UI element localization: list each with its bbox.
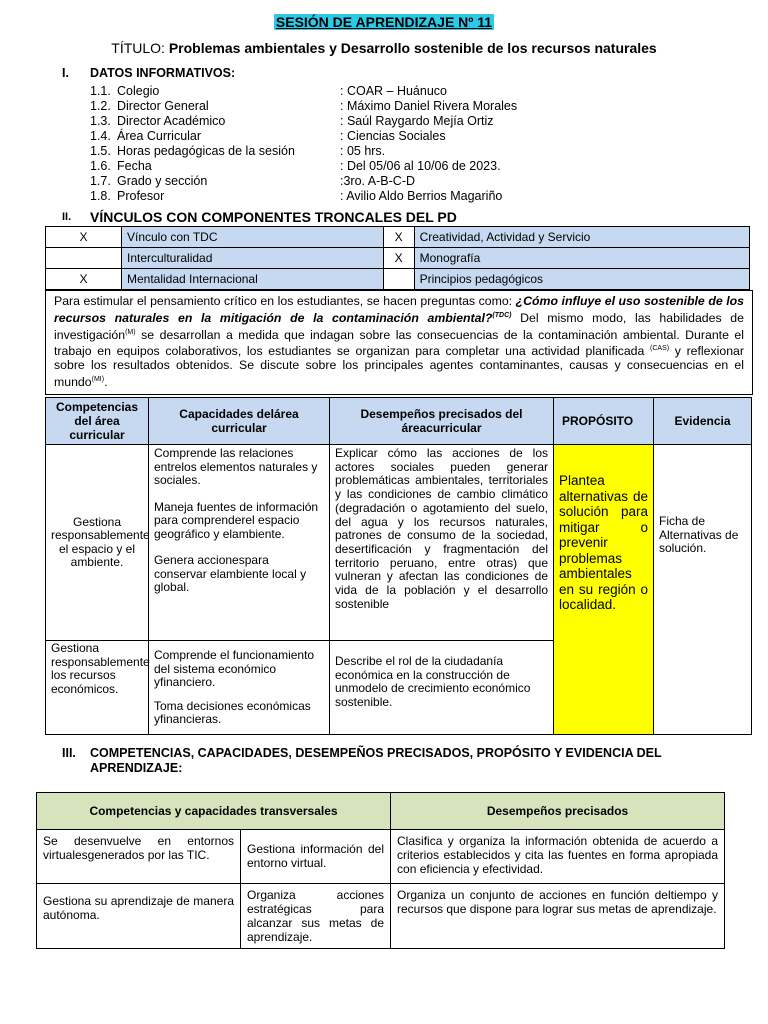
column-header: Capacidades delárea curricular bbox=[149, 398, 330, 445]
component-label: Interculturalidad bbox=[122, 248, 384, 269]
section-heading: COMPETENCIAS, CAPACIDADES, DESEMPEÑOS PRECISADOS, PROPÓSITO Y EVIDENCIA DEL APRENDIZAJE: bbox=[90, 746, 662, 775]
column-header: Competencias del área curricular bbox=[46, 398, 149, 445]
info-row: 1.4. Área Curricular : Ciencias Sociales bbox=[90, 129, 446, 143]
info-row: 1.6. Fecha : Del 05/06 al 10/06 de 2023. bbox=[90, 159, 501, 173]
capacidades-cell: Comprende las relaciones entrelos elementos naturales y sociales. Maneja fuentes de información para comprenderel espacio geográfico y elambiente. Genera accionespara conservar elambiente local y global. bbox=[149, 445, 330, 641]
section-numeral: III. bbox=[62, 746, 76, 760]
table-row bbox=[46, 269, 750, 290]
competencia-cell: Gestiona su aprendizaje de manera autónoma. bbox=[37, 884, 241, 949]
column-header: Evidencia bbox=[654, 398, 752, 445]
desempeno-cell: Organiza un conjunto de acciones en función deltiempo y recursos que dispone para lograr sus metas de aprendizaje. bbox=[391, 884, 725, 949]
document-title: TÍTULO: Problemas ambientales y Desarrollo sostenible de los recursos naturales bbox=[111, 40, 657, 56]
info-row: 1.7. Grado y sección :3ro. A-B-C-D bbox=[90, 174, 416, 188]
capacidades-cell: Comprende el funcionamiento del sistema económico yfinanciero. Toma decisiones económicas yfinancieras. bbox=[149, 641, 330, 735]
info-row: 1.8. Profesor : Avilio Aldo Berrios Magariño bbox=[90, 189, 503, 203]
session-title: SESIÓN DE APRENDIZAJE Nº 11 bbox=[275, 14, 493, 30]
checkbox-mark bbox=[46, 248, 122, 269]
column-header: Competencias y capacidades transversales bbox=[37, 793, 391, 830]
section-heading: DATOS INFORMATIVOS: bbox=[90, 66, 236, 80]
table-row bbox=[37, 830, 725, 884]
checkbox-mark: X bbox=[46, 227, 122, 248]
competencies-table bbox=[45, 397, 752, 735]
checkbox-mark: X bbox=[383, 248, 414, 269]
table-header-row bbox=[37, 793, 725, 830]
info-row: 1.1. Colegio : COAR – Huánuco bbox=[90, 84, 447, 98]
desempeno-cell: Explicar cómo las acciones de los actores sociales pueden generar problemáticas ambientales, territoriales y las condiciones de cambio climático (degradación o agotamiento del suelo, del agua y los recursos naturales, patrones de consumo de la sociedad, desertificación y fragmentación del territorio peruano, entre otras) que vulneran y afectan las condiciones de vida de la población y el desarrollo sostenible bbox=[330, 445, 554, 641]
checkbox-mark bbox=[383, 269, 414, 290]
desempeno-cell: Describe el rol de la ciudadanía económica en la construcción de unmodelo de crecimiento económico sostenible. bbox=[330, 641, 554, 735]
component-label: Mentalidad Internacional bbox=[122, 269, 384, 290]
competencia-cell: Se desenvuelve en entornos virtualesgenerados por las TIC. bbox=[37, 830, 241, 884]
section-numeral: II. bbox=[62, 211, 72, 223]
checkbox-mark: X bbox=[383, 227, 414, 248]
checkbox-mark: X bbox=[46, 269, 122, 290]
transversal-table bbox=[36, 792, 725, 949]
table-row bbox=[46, 445, 752, 641]
column-header: PROPÓSITO bbox=[554, 398, 654, 445]
vinculos-table bbox=[45, 226, 750, 290]
table-header-row bbox=[46, 398, 752, 445]
table-row bbox=[46, 227, 750, 248]
component-label: Vínculo con TDC bbox=[122, 227, 384, 248]
component-label: Principios pedagógicos bbox=[414, 269, 749, 290]
table-row bbox=[46, 248, 750, 269]
component-label: Monografía bbox=[414, 248, 749, 269]
vinculos-paragraph: Para estimular el pensamiento crítico en los estudiantes, se hacen preguntas como: ¿Cómo influye el uso sostenible de los recursos naturales en la mitigación de la contaminación ambiental?$^{(TDC)}$ Del mismo modo, las habilidades de investigación$^{(M)}$ se desarrollan a medida que indagan sobre las consecuencias de la contaminación ambiental. Durante el trabajo en equipos colaborativos, los estudiantes se organizan para completar una actividad planificada $^{(CAS)}$ y reflexionar sobre los resultados obtenidos. Se discute sobre los principales agentes contaminantes, causas y consecuencias en el mundo$^{(MI)}$. bbox=[45, 290, 753, 395]
proposito-cell: Plantea alternativas de solución para mitigar o prevenir problemas ambientales en su región o localidad. bbox=[554, 445, 654, 735]
evidencia-cell: Ficha de Alternativas de solución. bbox=[654, 445, 752, 735]
capacidad-cell: Gestiona información del entorno virtual. bbox=[241, 830, 391, 884]
info-row: 1.5. Horas pedagógicas de la sesión : 05 hrs. bbox=[90, 144, 386, 158]
competencia-cell: Gestiona responsablemente el espacio y el ambiente. bbox=[46, 445, 149, 641]
column-header: Desempeños precisados bbox=[391, 793, 725, 830]
desempeno-cell: Clasifica y organiza la información obtenida de acuerdo a criterios establecidos y cita las fuentes en forma apropiada con eficiencia y efectividad. bbox=[391, 830, 725, 884]
table-row bbox=[37, 884, 725, 949]
competencia-cell: Gestiona responsablemente los recursos económicos. bbox=[46, 641, 149, 735]
capacidad-cell: Organiza acciones estratégicas para alcanzar sus metas de aprendizaje. bbox=[241, 884, 391, 949]
component-label: Creatividad, Actividad y Servicio bbox=[414, 227, 749, 248]
info-row: 1.2. Director General : Máximo Daniel Rivera Morales bbox=[90, 99, 518, 113]
section-heading: VÍNCULOS CON COMPONENTES TRONCALES DEL PD bbox=[90, 209, 457, 225]
column-header: Desempeños precisados del áreacurricular bbox=[330, 398, 554, 445]
info-row: 1.3. Director Académico : Saúl Raygardo Mejía Ortiz bbox=[90, 114, 494, 128]
section-numeral: I. bbox=[62, 66, 69, 80]
